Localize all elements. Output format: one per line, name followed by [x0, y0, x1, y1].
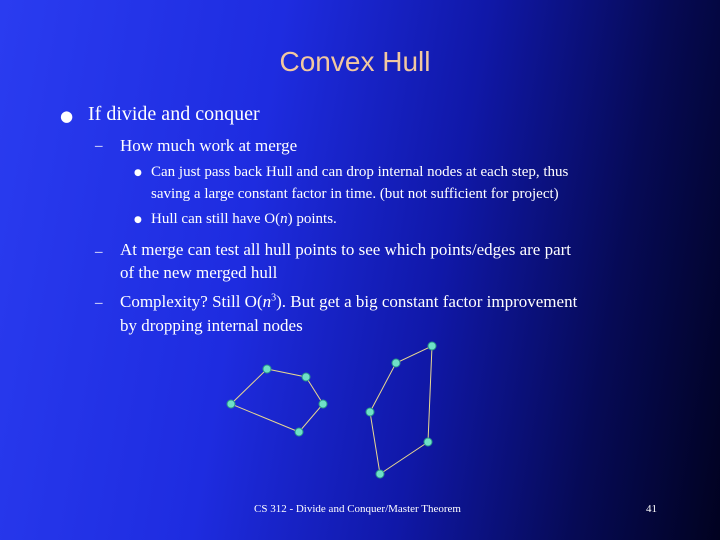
dash-icon: –	[95, 295, 103, 311]
bullet-icon: ●	[134, 168, 142, 178]
hull-point	[428, 342, 436, 350]
left-hull	[227, 365, 327, 436]
hull-point	[302, 373, 310, 381]
dash-icon: –	[95, 244, 103, 260]
bullet-divide-and-conquer: If divide and conquer	[88, 103, 260, 125]
hull-point	[319, 400, 327, 408]
hull-point	[376, 470, 384, 478]
hull-point	[366, 408, 374, 416]
point-pass-back-hull: Can just pass back Hull and can drop internal nodes at each step, thus	[151, 164, 569, 180]
right-hull-outline	[370, 346, 432, 474]
hull-point	[424, 438, 432, 446]
sub-bullet-merge-test-cont: of the new merged hull	[120, 263, 278, 282]
sub-bullet-merge-work: How much work at merge	[120, 136, 298, 155]
hull-point	[295, 428, 303, 436]
hull-point	[392, 359, 400, 367]
page-number: 41	[646, 503, 657, 515]
right-hull	[366, 342, 436, 478]
sub-bullet-merge-test: At merge can test all hull points to see which points/edges are part	[120, 240, 572, 259]
hull-point	[227, 400, 235, 408]
bullet-icon: ●	[60, 107, 74, 125]
point-pass-back-hull-cont: saving a large constant factor in time. (but not sufficient for project)	[151, 186, 559, 202]
slide-title: Convex Hull	[279, 46, 431, 77]
sub-bullet-complexity-cont: by dropping internal nodes	[120, 316, 303, 335]
point-hull-points: Hull can still have O(n) points.	[151, 211, 337, 227]
hull-point	[263, 365, 271, 373]
bullet-icon: ●	[134, 215, 142, 225]
sub-bullet-complexity: Complexity? Still $O(n^3)$. But get a big constant factor improvement	[120, 292, 578, 311]
footer-course: CS 312 - Divide and Conquer/Master Theorem	[254, 503, 461, 515]
dash-icon: –	[95, 138, 103, 154]
